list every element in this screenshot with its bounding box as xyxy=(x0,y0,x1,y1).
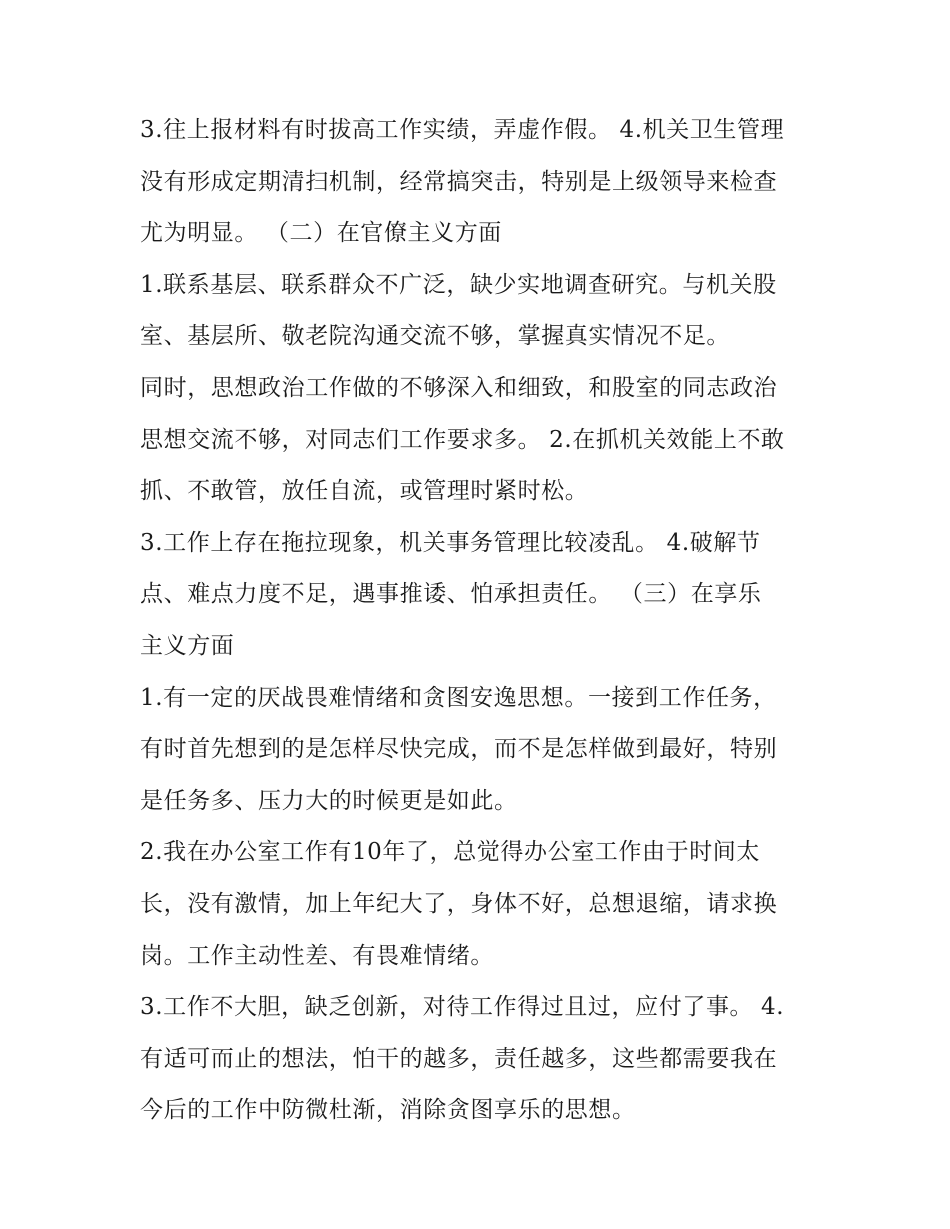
text-line: 1.联系基层、联系群众不广泛，缺少实地调查研究。与机关股 xyxy=(140,271,777,298)
text-line: 是任务多、压力大的时候更是如此。 xyxy=(140,787,518,814)
text-line: 思想交流不够，对同志们工作要求多。 2.在抓机关效能上不敢 xyxy=(140,426,785,453)
text-line: 3.往上报材料有时拔高工作实绩，弄虚作假。 4.机关卫生管理 xyxy=(140,117,785,143)
text-line: 点、难点力度不足，遇事推诿、怕承担责任。 （三）在享乐 xyxy=(140,581,762,608)
document-body xyxy=(140,105,820,1137)
text-line: 3.工作上存在拖拉现象，机关事务管理比较凌乱。 4.破解节 xyxy=(140,529,761,556)
text-line: 1.有一定的厌战畏难情绪和贪图安逸思想。一接到工作任务， xyxy=(140,684,777,711)
text-line: 没有形成定期清扫机制，经常搞突击，特别是上级领导来检查 xyxy=(140,168,778,195)
text-line: 岗。工作主动性差、有畏难情绪。 xyxy=(140,942,494,969)
text-line: 3.工作不大胆，缺乏创新，对待工作得过且过，应付了事。 4. xyxy=(140,994,785,1021)
text-line: 主义方面 xyxy=(140,632,235,659)
text-line: 长，没有激情，加上年纪大了，身体不好，总想退缩，请求换 xyxy=(140,890,778,917)
text-line: 有适可而止的想法，怕干的越多，责任越多，这些都需要我在 xyxy=(140,1045,778,1072)
text-line: 同时，思想政治工作做的不够深入和细致，和股室的同志政治 xyxy=(140,374,778,401)
text-line: 今后的工作中防微杜渐，消除贪图享乐的思想。 xyxy=(140,1097,636,1124)
text-line: 有时首先想到的是怎样尽快完成，而不是怎样做到最好，特别 xyxy=(140,736,778,763)
text-line: 抓、不敢管，放任自流，或管理时紧时松。 xyxy=(140,478,589,505)
text-line: 尤为明显。 （二）在官僚主义方面 xyxy=(140,220,502,247)
text-line: 室、基层所、敬老院沟通交流不够，掌握真实情况不足。 xyxy=(140,323,730,350)
text-line: 2.我在办公室工作有10年了，总觉得办公室工作由于时间太 xyxy=(140,839,761,866)
